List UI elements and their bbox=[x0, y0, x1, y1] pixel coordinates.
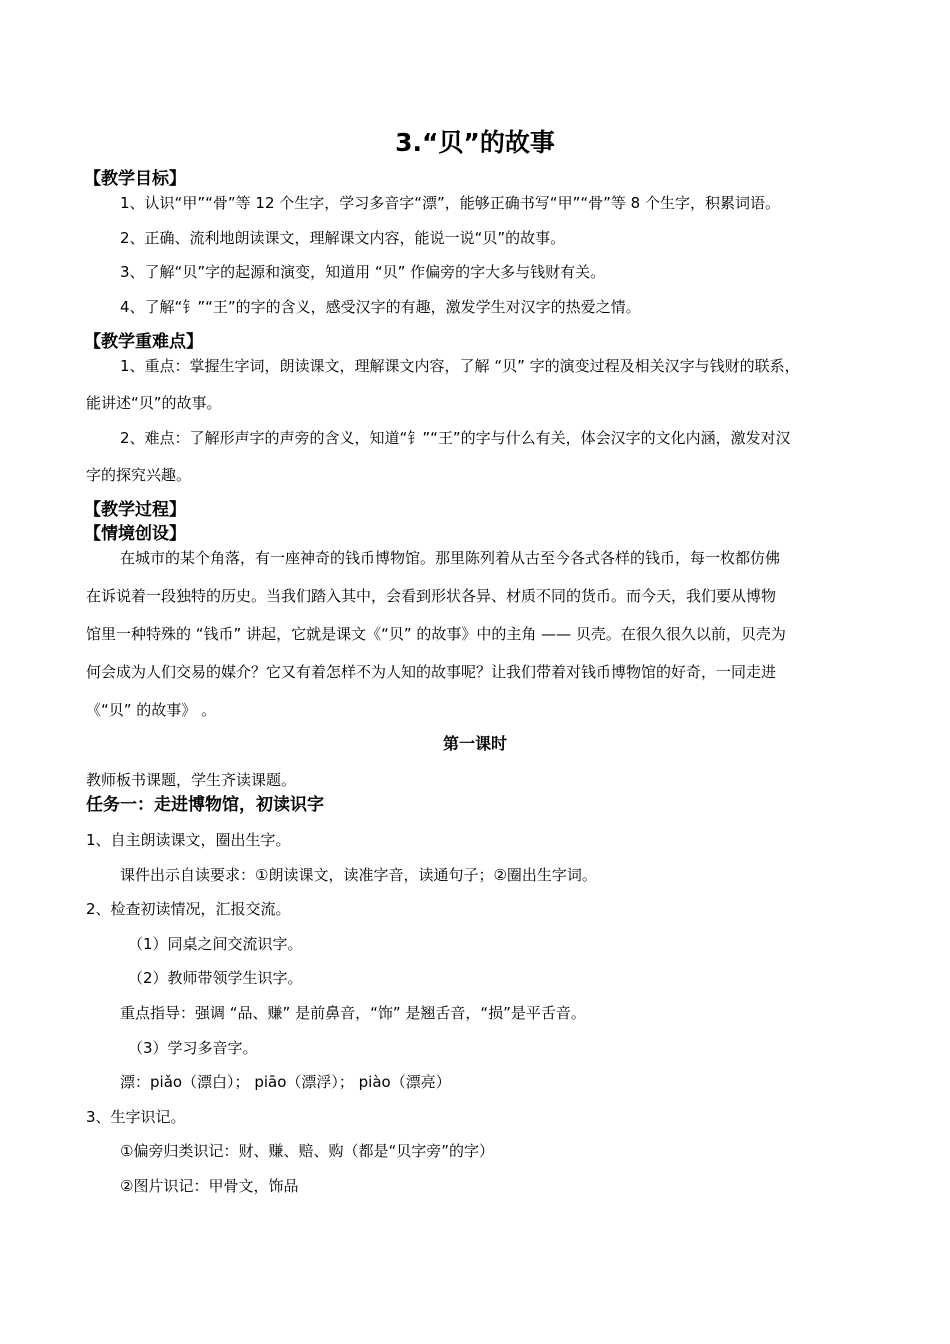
goal-item: 4、了解“钅”“王”的字的含义，感受汉字的有趣，激发学生对汉字的热爱之情。 bbox=[120, 298, 641, 316]
task1-heading: 任务一：走进博物馆，初读识字 bbox=[86, 795, 324, 815]
step-line: （2）教师带领学生识字。 bbox=[128, 969, 303, 987]
step-line: 1、自主朗读课文，圈出生字。 bbox=[86, 831, 291, 849]
process-heading: 【教学过程】 bbox=[84, 500, 186, 520]
keypoints-heading: 【教学重难点】 bbox=[84, 332, 203, 352]
step-line: （1）同桌之间交流识字。 bbox=[128, 935, 303, 953]
keypoint-line: 2、难点：了解形声字的声旁的含义，知道“钅”“王”的字与什么有关，体会汉字的文化内涵，激发对汉 bbox=[120, 429, 791, 447]
step-line: 漂：piǎo（漂白）； piāo（漂浮）； piào（漂亮） bbox=[120, 1073, 451, 1091]
board-note: 教师板书课题，学生齐读课题。 bbox=[86, 771, 297, 789]
goals-heading: 【教学目标】 bbox=[84, 169, 186, 189]
step-line: 课件出示自读要求：①朗读课文，读准字音，读通句子；②圈出生字词。 bbox=[120, 866, 597, 884]
lesson-heading: 第一课时 bbox=[442, 734, 507, 753]
goal-item: 1、认识“甲”“骨”等 12 个生字，学习多音字“漂”，能够正确书写“甲”“骨”等 8 个生字，积累词语。 bbox=[120, 194, 780, 212]
step-line: 3、生字识记。 bbox=[86, 1108, 186, 1126]
paragraph-line: 馆里一种特殊的 “钱币” 讲起，它就是课文《“贝” 的故事》中的主角 —— 贝壳。在很久很久以前，贝壳为 bbox=[86, 625, 786, 643]
paragraph-line: 在城市的某个角落，有一座神奇的钱币博物馆。那里陈列着从古至今各式各样的钱币，每一枚都仿佛 bbox=[120, 549, 781, 567]
step-line: ②图片识记：甲骨文，饰品 bbox=[120, 1177, 299, 1195]
goal-item: 2、正确、流利地朗读课文，理解课文内容，能说一说“贝”的故事。 bbox=[120, 229, 566, 247]
paragraph-line: 《“贝” 的故事》 。 bbox=[86, 701, 217, 719]
step-line: 2、检查初读情况，汇报交流。 bbox=[86, 900, 291, 918]
step-line: 重点指导：强调 “品、赚” 是前鼻音，“饰” 是翘舌音，“损”是平舌音。 bbox=[120, 1004, 586, 1022]
goal-item: 3、了解“贝”字的起源和演变，知道用 “贝” 作偏旁的字大多与钱财有关。 bbox=[120, 263, 606, 281]
step-line: （3）学习多音字。 bbox=[128, 1039, 258, 1057]
keypoint-line: 字的探究兴趣。 bbox=[86, 466, 192, 484]
keypoint-line: 能讲述“贝”的故事。 bbox=[86, 394, 222, 412]
scene-heading: 【情境创设】 bbox=[84, 524, 186, 544]
paragraph-line: 何会成为人们交易的媒介？它又有着怎样不为人知的故事呢？让我们带着对钱币博物馆的好奇，一同走进 bbox=[86, 663, 777, 681]
page-title: 3.“贝”的故事 bbox=[395, 128, 555, 157]
keypoint-line: 1、重点：掌握生字词，朗读课文，理解课文内容，了解 “贝” 字的演变过程及相关汉字与钱财的联系， bbox=[120, 357, 800, 375]
step-line: ①偏旁归类识记：财、赚、赔、购（都是“贝字旁”的字） bbox=[120, 1142, 494, 1160]
paragraph-line: 在诉说着一段独特的历史。当我们踏入其中，会看到形状各异、材质不同的货币。而今天，我们要从博物 bbox=[86, 587, 777, 605]
